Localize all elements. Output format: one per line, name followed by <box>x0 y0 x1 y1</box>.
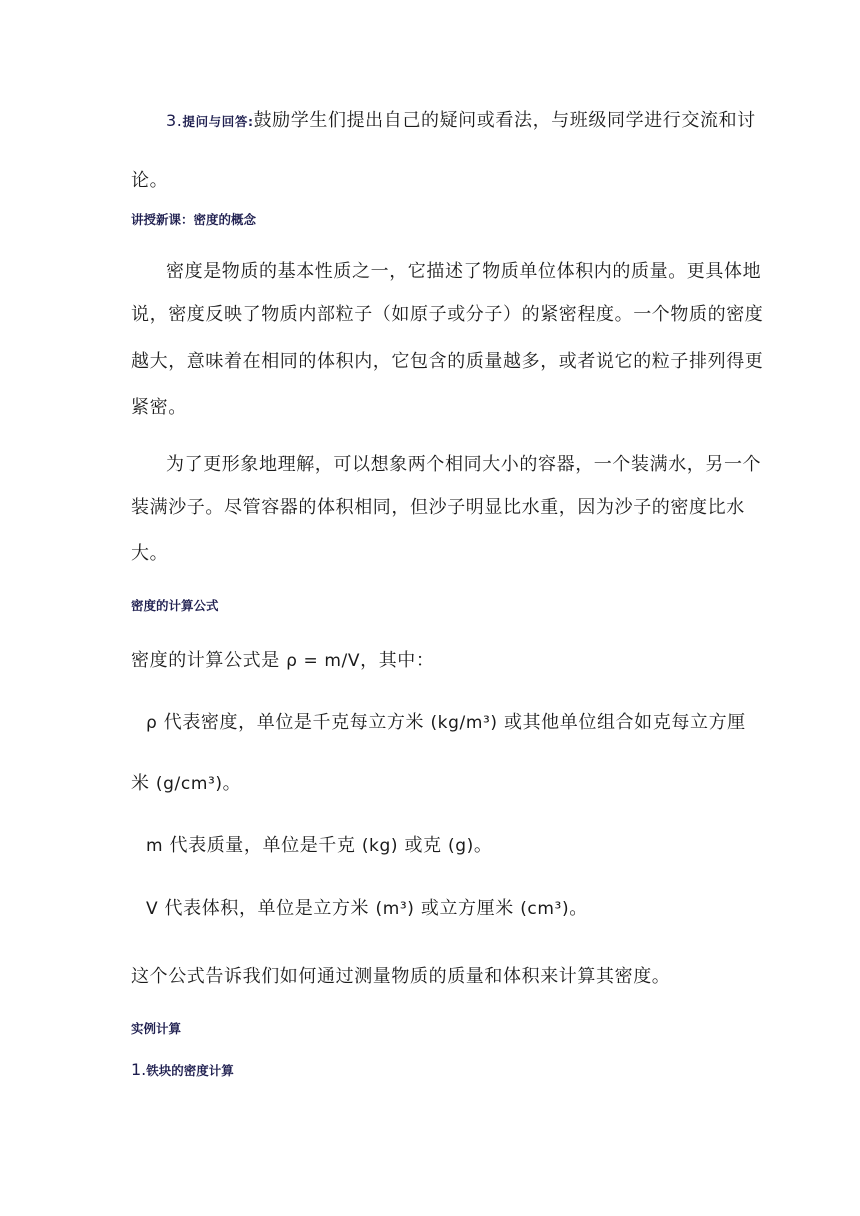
rho-unit-si: (kg/m³) <box>430 713 498 733</box>
volume-symbol: V <box>146 899 159 919</box>
rho-definition-line2 <box>131 769 731 795</box>
formula-intro-suffix: ，其中： <box>360 650 435 671</box>
example-1-heading <box>131 1060 731 1079</box>
example-1-label: 铁块的密度计算 <box>146 1063 234 1078</box>
item3-line1 <box>166 106 756 132</box>
concept-p2-line: 为了更形象地理解，可以想象两个相同大小的容器，一个装满水，另一个 <box>166 454 762 475</box>
item3-text: 鼓励学生们提出自己的疑问或看法，与班级同学进行交流和讨 <box>253 110 756 131</box>
section-heading-concept: 讲授新课：密度的概念 <box>131 212 257 227</box>
item3-label: 提问与回答: <box>182 114 254 129</box>
formula-summary: 这个公式告诉我们如何通过测量物质的质量和体积来计算其密度。 <box>131 966 671 987</box>
rho-text-2: 米 <box>131 773 156 794</box>
rho-text: 代表密度，单位是千克每立方米 <box>157 712 431 733</box>
rho-text-end: 。 <box>222 773 242 794</box>
rho-definition-line1 <box>146 708 746 734</box>
concept-p2-line: 装满沙子。尽管容器的体积相同，但沙子明显比水重，因为沙子的密度比水 <box>131 497 745 518</box>
volume-unit-m3: (m³) <box>375 899 415 919</box>
mass-text: 代表质量，单位是千克 <box>163 835 362 856</box>
volume-unit-cm3: (cm³) <box>520 899 570 919</box>
mass-unit-g: (g) <box>447 836 474 856</box>
mass-text-end: 。 <box>473 835 493 856</box>
section-heading-examples: 实例计算 <box>131 1021 182 1036</box>
mass-definition <box>146 831 746 857</box>
item3-line2: 论。 <box>131 170 169 191</box>
concept-p1-line: 说，密度反映了物质内部粒子（如原子或分子）的紧密程度。一个物质的密度 <box>131 304 764 325</box>
concept-p1-line: 紧密。 <box>131 397 187 418</box>
volume-text: 代表体积，单位是立方米 <box>158 898 376 919</box>
rho-text-cont: 或其他单位组合如克每立方厘 <box>497 712 746 733</box>
concept-p1-line: 越大，意味着在相同的体积内，它包含的质量越多，或者说它的粒子排列得更 <box>131 351 764 372</box>
mass-symbol: m <box>146 836 164 856</box>
concept-p1-line: 密度是物质的基本性质之一，它描述了物质单位体积内的质量。更具体地 <box>166 261 762 282</box>
mass-text-2: 或克 <box>398 835 448 856</box>
example-1-number: 1. <box>131 1060 147 1079</box>
mass-unit-kg: (kg) <box>361 836 399 856</box>
volume-text-end: 。 <box>569 898 588 919</box>
density-formula: ρ = m/V <box>286 651 361 671</box>
volume-text-2: 或立方厘米 <box>414 898 521 919</box>
formula-intro <box>131 646 731 672</box>
item3-number: 3. <box>166 111 183 130</box>
section-heading-formula: 密度的计算公式 <box>131 598 219 613</box>
formula-intro-text: 密度的计算公式是 <box>131 650 287 671</box>
rho-symbol: ρ <box>146 713 158 733</box>
concept-p2-line: 大。 <box>131 543 169 564</box>
rho-unit-cgs: (g/cm³) <box>155 774 223 794</box>
volume-definition <box>146 894 746 920</box>
